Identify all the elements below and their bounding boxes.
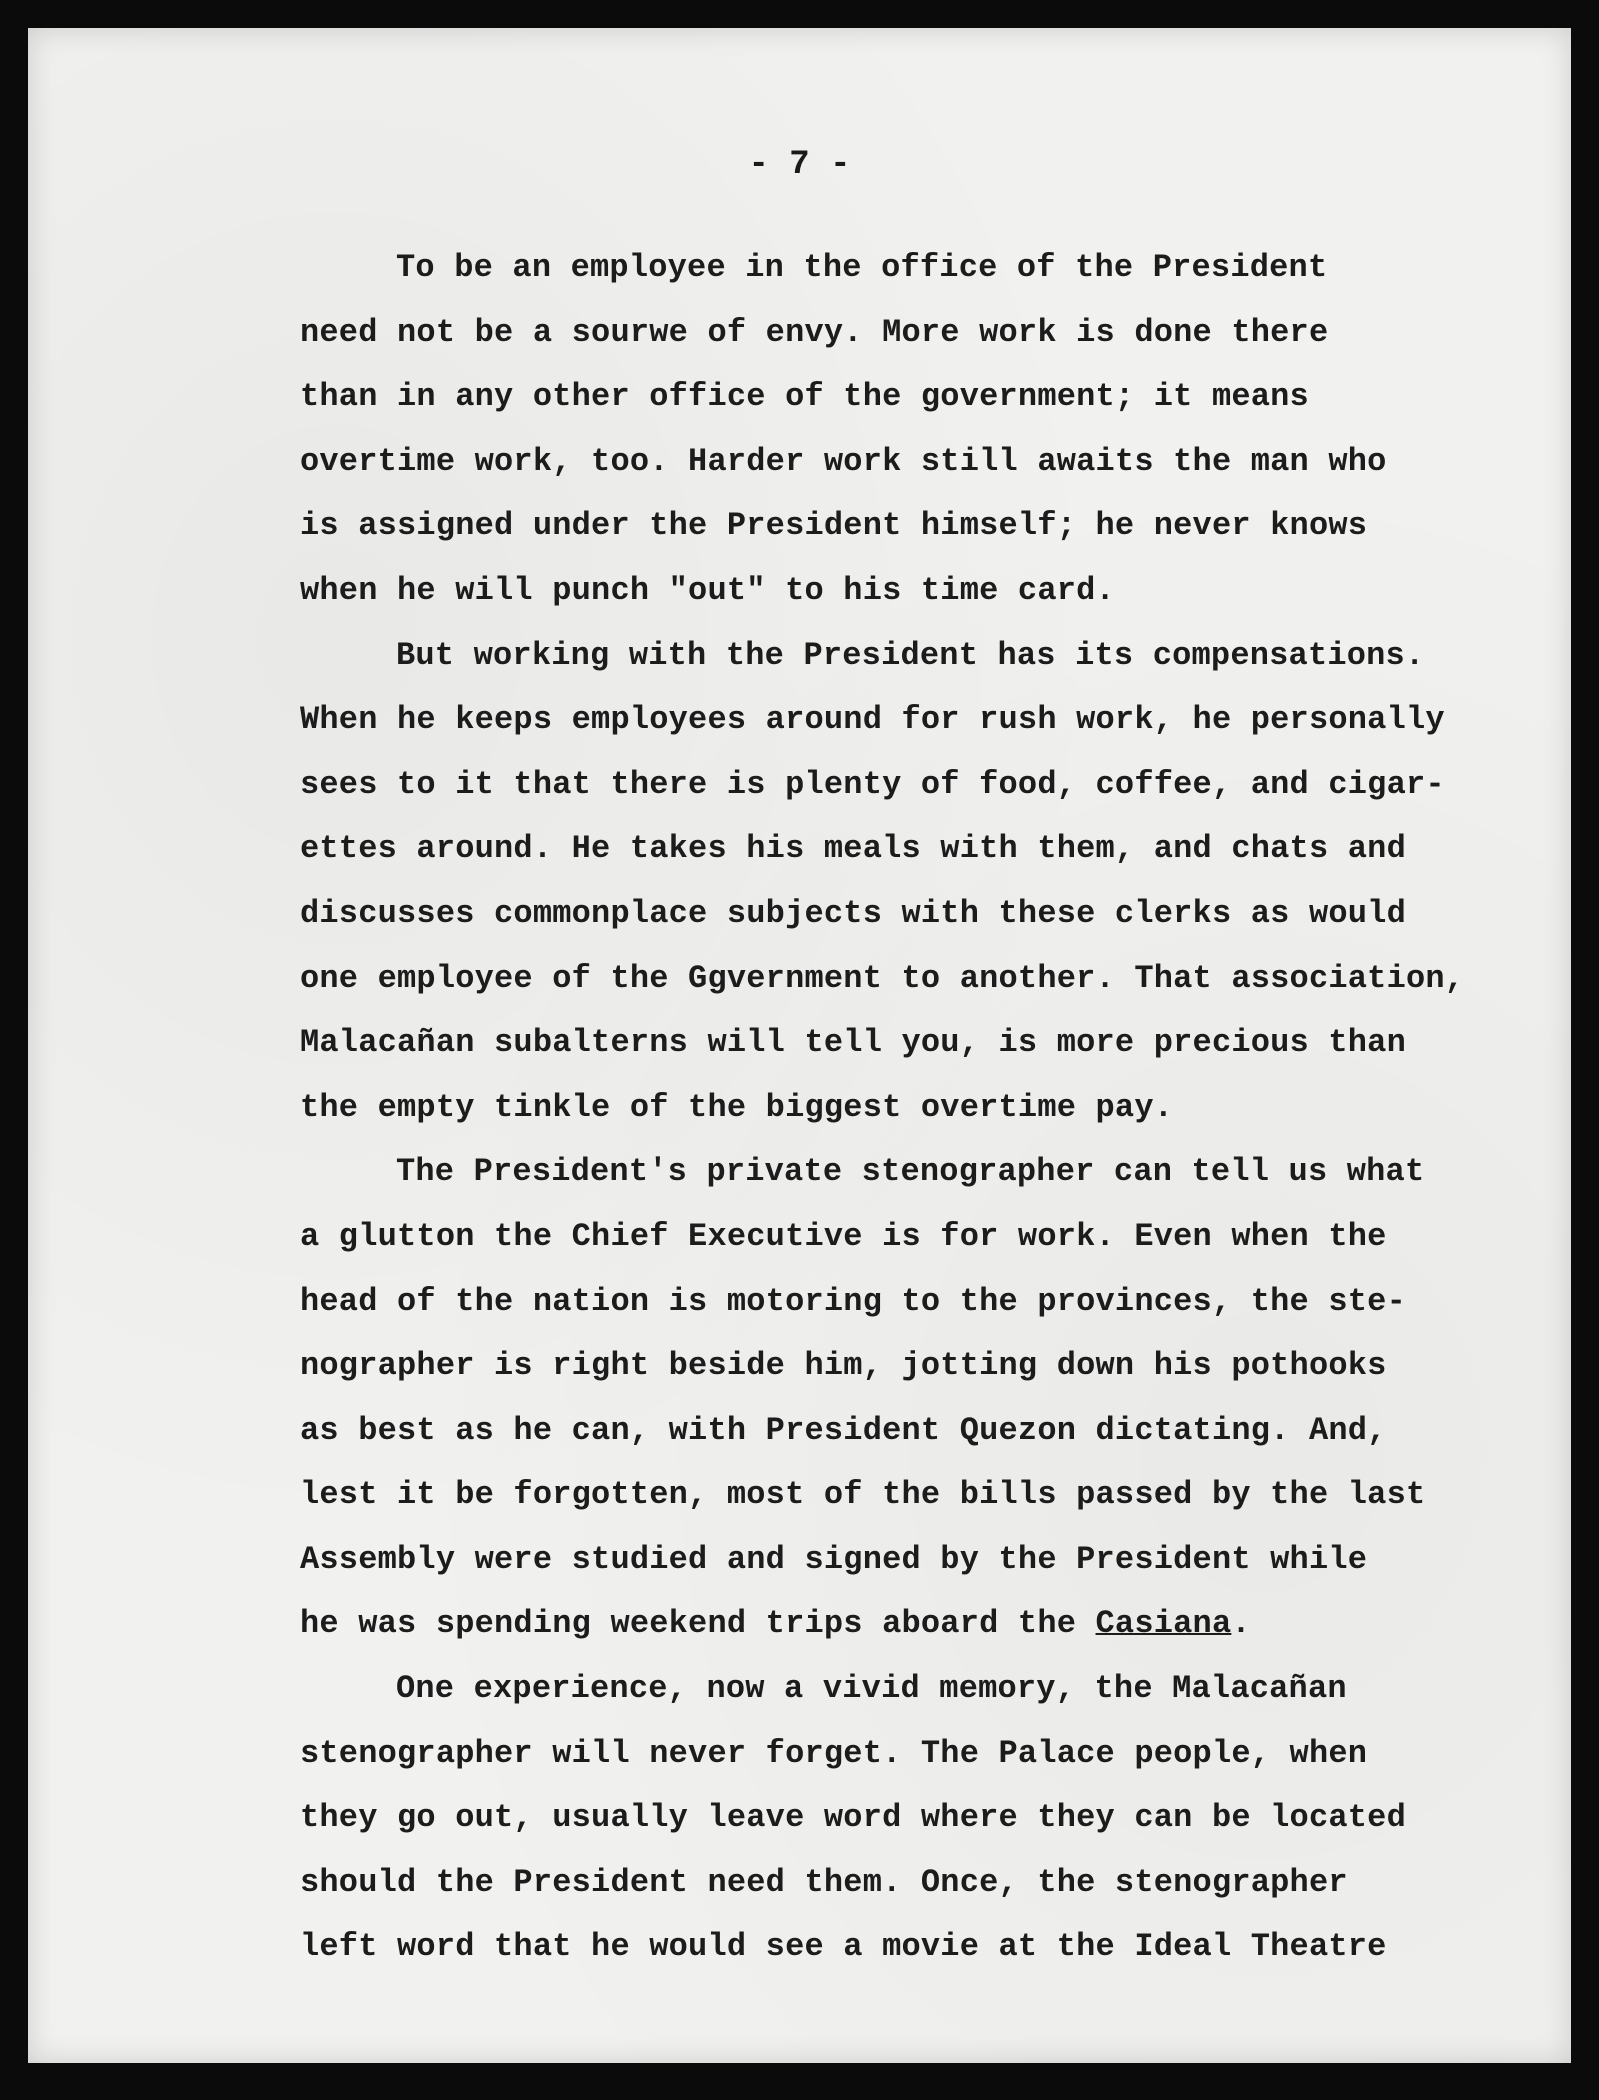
paragraph-3-line-4: nographer is right beside him, jotting down his pothooks xyxy=(300,1347,1387,1385)
paragraph-3-line-3: head of the nation is motoring to the provinces, the ste- xyxy=(300,1282,1406,1320)
paragraph-4-line-5: left word that he would see a movie at the Ideal Theatre xyxy=(300,1928,1387,1966)
paragraph-1-line-1: To be an employee in the office of the President xyxy=(396,249,1328,286)
paragraph-2-line-2: When he keeps employees around for rush work, he personally xyxy=(300,701,1445,739)
body-text xyxy=(300,236,1500,1980)
paragraph-3-line-8 xyxy=(300,1592,1500,1657)
paragraph-4-line-3: they go out, usually leave word where they can be located xyxy=(300,1799,1406,1837)
paragraph-4-line-4: should the President need them. Once, the stenographer xyxy=(300,1863,1348,1901)
paragraph-1-line-2: need not be a sourwe of envy. More work is done there xyxy=(300,313,1329,351)
paragraph-3-line-8-period: . xyxy=(1231,1605,1251,1643)
paragraph-1-line-5: is assigned under the President himself; he never knows xyxy=(300,507,1368,545)
paragraph-3-line-8-text: he was spending weekend trips aboard the xyxy=(300,1605,1096,1643)
paragraph-3-line-5: as best as he can, with President Quezon dictating. And, xyxy=(300,1411,1387,1449)
paragraph-2-line-8: the empty tinkle of the biggest overtime pay. xyxy=(300,1088,1174,1126)
paragraph-2-line-5: discusses commonplace subjects with these clerks as would xyxy=(300,894,1406,932)
paragraph-2-line-1: But working with the President has its compensations. xyxy=(396,636,1425,674)
paragraph-1-line-4: overtime work, too. Harder work still awaits the man who xyxy=(300,442,1387,480)
paragraph-2-line-7: Malacañan subalterns will tell you, is more precious than xyxy=(300,1024,1406,1062)
paragraph-2-line-4: ettes around. He takes his meals with them, and chats and xyxy=(300,830,1406,868)
paragraph-4-line-1: One experience, now a vivid memory, the Malacañan xyxy=(396,1670,1347,1708)
typewritten-sheet xyxy=(28,28,1571,2063)
paragraph-3-line-7: Assembly were studied and signed by the President while xyxy=(300,1540,1368,1578)
paragraph-3-line-6: lest it be forgotten, most of the bills passed by the last xyxy=(300,1476,1426,1514)
paragraph-2-line-3: sees to it that there is plenty of food, coffee, and cigar- xyxy=(300,765,1445,803)
page-number: - 7 - xyxy=(748,146,851,184)
paragraph-3-line-2: a glutton the Chief Executive is for work. Even when the xyxy=(300,1217,1387,1255)
paragraph-4-line-2: stenographer will never forget. The Palace people, when xyxy=(300,1734,1368,1772)
paragraph-1-line-6: when he will punch "out" to his time card. xyxy=(300,571,1115,609)
paragraph-1-line-3: than in any other office of the government; it means xyxy=(300,378,1309,416)
paragraph-2-line-6: one employee of the Ggvernment to another. That association, xyxy=(300,959,1465,997)
paragraph-3-line-1: The President's private stenographer can tell us what xyxy=(396,1153,1425,1191)
ship-name-underlined: Casiana xyxy=(1095,1605,1232,1643)
